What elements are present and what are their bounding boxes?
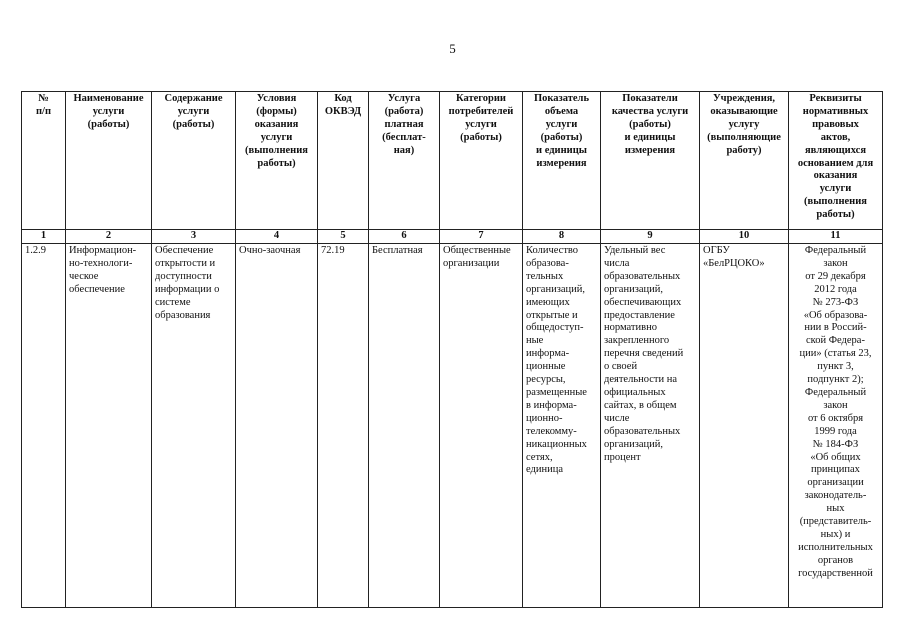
legal-requisites: Федеральный закон от 29 декабря 2012 года № 273-ФЗ «Об образова- нии в Россий- ской Федера- ции» (статья 23, пункт 3, подпункт 2); Федеральный закон от 6 октября 1999 года № 184-ФЗ «Об общих принципах организации законодатель- ных (представитель- ных) и исполнительных органов государственной [789,244,883,608]
services-table [21,91,883,608]
column-number: 5 [318,230,369,244]
column-number: 8 [523,230,601,244]
column-number: 6 [369,230,440,244]
column-number: 7 [440,230,523,244]
consumer-categories: Общественные организации [440,244,523,608]
column-number: 10 [700,230,789,244]
header-cell: Реквизиты нормативных правовых актов, являющихся основанием для оказания услуги (выполнения работы) [789,92,883,230]
header-cell: Категории потребителей услуги (работы) [440,92,523,230]
table-row [22,244,883,608]
page-number: 5 [449,41,456,56]
header-cell: Код ОКВЭД [318,92,369,230]
service-content: Обеспечение открытости и доступности информации о системе образования [152,244,236,608]
header-row [22,92,883,230]
service-conditions: Очно-заочная [236,244,318,608]
header-cell: Условия (формы) оказания услуги (выполнения работы) [236,92,318,230]
providing-institution: ОГБУ «БелРЦОКО» [700,244,789,608]
column-numbers-row [22,230,883,244]
volume-indicator: Количество образова- тельных организаций, имеющих открытые и общедоступ- ные информа- ционные ресурсы, размещенные в информа- ционно- телекомму- никационных сетях, единица [523,244,601,608]
header-cell: Учреждения, оказывающие услугу (выполняющие работу) [700,92,789,230]
column-number: 2 [66,230,152,244]
row-number: 1.2.9 [22,244,66,608]
service-name: Информацион- но-технологи- ческое обеспечение [66,244,152,608]
column-number: 1 [22,230,66,244]
header-cell: Показатель объема услуги (работы) и единицы измерения [523,92,601,230]
header-cell: Услуга (работа) платная (бесплат- ная) [369,92,440,230]
column-number: 11 [789,230,883,244]
quality-indicators: Удельный вес числа образовательных организаций, обеспечивающих предоставление нормативно закрепленного перечня сведений о своей деятельности на официальных сайтах, в общем числе образовательных организаций, процент [601,244,700,608]
okved-code: 72.19 [318,244,369,608]
header-cell: Показатели качества услуги (работы) и единицы измерения [601,92,700,230]
header-cell: Содержание услуги (работы) [152,92,236,230]
column-number: 9 [601,230,700,244]
paid-status: Бесплатная [369,244,440,608]
header-cell: № п/п [22,92,66,230]
column-number: 4 [236,230,318,244]
header-cell: Наименование услуги (работы) [66,92,152,230]
column-number: 3 [152,230,236,244]
